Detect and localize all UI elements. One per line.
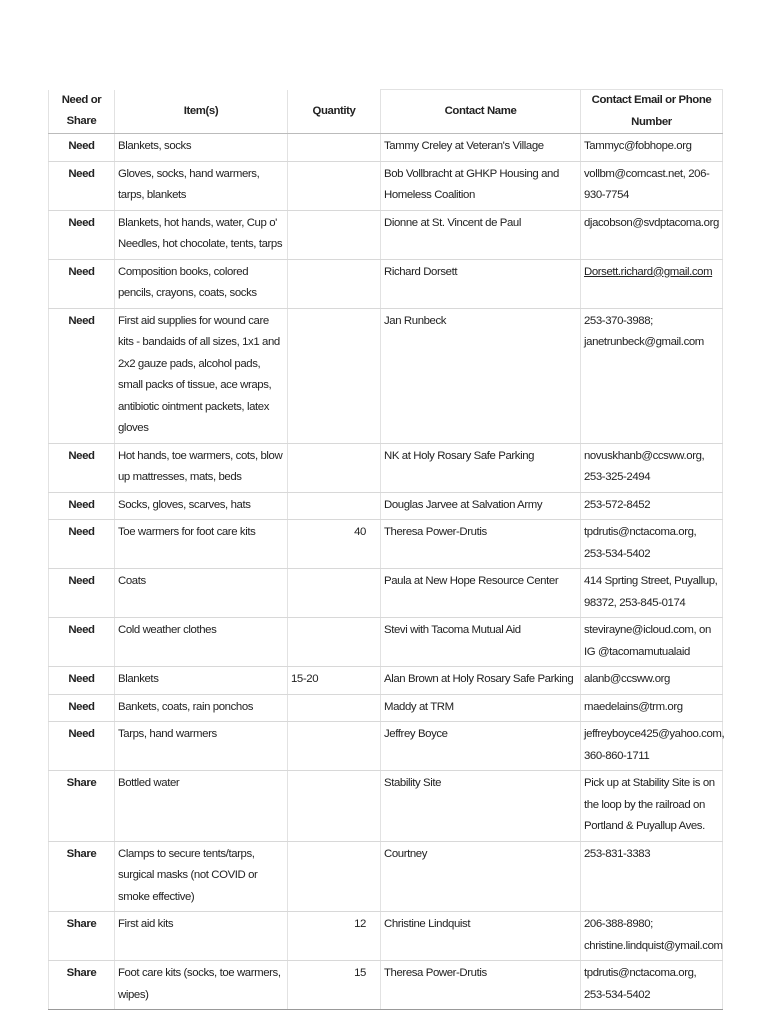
table-row bbox=[49, 912, 723, 961]
row-contact-name-cell: NK at Holy Rosary Safe Parking bbox=[381, 443, 581, 492]
row-type-cell: Need bbox=[49, 210, 115, 259]
row-contact-name-cell: Maddy at TRM bbox=[381, 694, 581, 722]
row-quantity-cell bbox=[288, 492, 381, 520]
row-quantity-cell bbox=[288, 443, 381, 492]
header-items: Item(s) bbox=[115, 90, 288, 134]
row-contact-name-cell: Jeffrey Boyce bbox=[381, 722, 581, 771]
table-row bbox=[49, 771, 723, 842]
row-item-cell: Gloves, socks, hand warmers, tarps, blankets bbox=[115, 161, 288, 210]
row-contact-info-cell: vollbm@comcast.net, 206-930-7754 bbox=[581, 161, 723, 210]
row-quantity-cell bbox=[288, 259, 381, 308]
table-row bbox=[49, 569, 723, 618]
table-row bbox=[49, 667, 723, 695]
row-item-cell: Toe warmers for foot care kits bbox=[115, 520, 288, 569]
row-type-cell: Need bbox=[49, 308, 115, 443]
row-contact-info-cell: tpdrutis@nctacoma.org, 253-534-5402 bbox=[581, 520, 723, 569]
table-row bbox=[49, 161, 723, 210]
row-contact-name-cell: Tammy Creley at Veteran's Village bbox=[381, 134, 581, 162]
header-contact-info: Contact Email or Phone Number bbox=[581, 90, 723, 134]
row-contact-name-cell: Paula at New Hope Resource Center bbox=[381, 569, 581, 618]
table-row bbox=[49, 443, 723, 492]
row-item-cell: First aid supplies for wound care kits - bandaids of all sizes, 1x1 and 2x2 gauze pads, alcohol pads, small packs of tissue, ace wraps, antibiotic ointment packets, latex gloves bbox=[115, 308, 288, 443]
row-contact-info-cell: 414 Sprting Street, Puyallup, 98372, 253-845-0174 bbox=[581, 569, 723, 618]
row-type-cell: Need bbox=[49, 618, 115, 667]
table-body bbox=[49, 134, 723, 1010]
row-quantity-cell bbox=[288, 722, 381, 771]
row-contact-name-cell: Bob Vollbracht at GHKP Housing and Homeless Coalition bbox=[381, 161, 581, 210]
row-quantity-cell bbox=[288, 134, 381, 162]
table-row bbox=[49, 134, 723, 162]
row-item-cell: Hot hands, toe warmers, cots, blow up mattresses, mats, beds bbox=[115, 443, 288, 492]
row-contact-info-cell: Tammyc@fobhope.org bbox=[581, 134, 723, 162]
row-contact-info-cell: djacobson@svdptacoma.org bbox=[581, 210, 723, 259]
row-type-cell: Need bbox=[49, 722, 115, 771]
header-quantity: Quantity bbox=[288, 90, 381, 134]
table-row bbox=[49, 259, 723, 308]
row-type-cell: Need bbox=[49, 443, 115, 492]
row-quantity-cell bbox=[288, 308, 381, 443]
header-contact-name: Contact Name bbox=[381, 90, 581, 134]
table-row bbox=[49, 694, 723, 722]
row-item-cell: Blankets, hot hands, water, Cup o' Needles, hot chocolate, tents, tarps bbox=[115, 210, 288, 259]
row-item-cell: Bankets, coats, rain ponchos bbox=[115, 694, 288, 722]
row-contact-info-cell: 253-572-8452 bbox=[581, 492, 723, 520]
row-type-cell: Share bbox=[49, 771, 115, 842]
row-type-cell: Need bbox=[49, 694, 115, 722]
row-item-cell: Cold weather clothes bbox=[115, 618, 288, 667]
row-item-cell: Blankets, socks bbox=[115, 134, 288, 162]
row-contact-name-cell: Christine Lindquist bbox=[381, 912, 581, 961]
row-contact-info-cell: stevirayne@icloud.com, on IG @tacomamutualaid bbox=[581, 618, 723, 667]
row-contact-name-cell: Theresa Power-Drutis bbox=[381, 961, 581, 1010]
table-row bbox=[49, 841, 723, 912]
row-quantity-cell: 15 bbox=[288, 961, 381, 1010]
row-type-cell: Need bbox=[49, 520, 115, 569]
row-type-cell: Need bbox=[49, 259, 115, 308]
row-contact-name-cell: Dionne at St. Vincent de Paul bbox=[381, 210, 581, 259]
row-type-cell: Share bbox=[49, 912, 115, 961]
row-contact-name-cell: Richard Dorsett bbox=[381, 259, 581, 308]
row-contact-info-cell: tpdrutis@nctacoma.org, 253-534-5402 bbox=[581, 961, 723, 1010]
row-type-cell: Need bbox=[49, 161, 115, 210]
row-item-cell: Bottled water bbox=[115, 771, 288, 842]
row-contact-name-cell: Stability Site bbox=[381, 771, 581, 842]
row-quantity-cell bbox=[288, 161, 381, 210]
row-contact-name-cell: Theresa Power-Drutis bbox=[381, 520, 581, 569]
row-type-cell: Share bbox=[49, 841, 115, 912]
row-contact-name-cell: Stevi with Tacoma Mutual Aid bbox=[381, 618, 581, 667]
row-item-cell: First aid kits bbox=[115, 912, 288, 961]
row-item-cell: Composition books, colored pencils, crayons, coats, socks bbox=[115, 259, 288, 308]
row-quantity-cell bbox=[288, 771, 381, 842]
row-contact-name-cell: Douglas Jarvee at Salvation Army bbox=[381, 492, 581, 520]
row-type-cell: Need bbox=[49, 492, 115, 520]
row-item-cell: Socks, gloves, scarves, hats bbox=[115, 492, 288, 520]
row-type-cell: Need bbox=[49, 569, 115, 618]
row-quantity-cell: 40 bbox=[288, 520, 381, 569]
header-row bbox=[49, 90, 723, 134]
row-contact-info-cell: jeffreyboyce425@yahoo.com, 360-860-1711 bbox=[581, 722, 723, 771]
row-quantity-cell bbox=[288, 694, 381, 722]
row-quantity-cell bbox=[288, 569, 381, 618]
row-item-cell: Coats bbox=[115, 569, 288, 618]
row-type-cell: Need bbox=[49, 667, 115, 695]
row-quantity-cell: 15-20 bbox=[288, 667, 381, 695]
row-contact-info-cell: novuskhanb@ccsww.org, 253-325-2494 bbox=[581, 443, 723, 492]
row-contact-name-cell: Courtney bbox=[381, 841, 581, 912]
row-contact-info-cell: maedelains@trm.org bbox=[581, 694, 723, 722]
row-contact-info-cell: Dorsett.richard@gmail.com bbox=[581, 259, 723, 308]
table-row bbox=[49, 722, 723, 771]
row-contact-info-cell: Pick up at Stability Site is on the loop by the railroad on Portland & Puyallup Aves. bbox=[581, 771, 723, 842]
needs-shares-table bbox=[48, 89, 723, 1010]
row-contact-name-cell: Jan Runbeck bbox=[381, 308, 581, 443]
row-item-cell: Tarps, hand warmers bbox=[115, 722, 288, 771]
row-item-cell: Clamps to secure tents/tarps, surgical masks (not COVID or smoke effective) bbox=[115, 841, 288, 912]
row-contact-info-cell: 206-388-8980; christine.lindquist@ymail.com bbox=[581, 912, 723, 961]
row-contact-info-cell: alanb@ccsww.org bbox=[581, 667, 723, 695]
row-contact-info-cell: 253-831-3383 bbox=[581, 841, 723, 912]
row-item-cell: Blankets bbox=[115, 667, 288, 695]
row-quantity-cell bbox=[288, 841, 381, 912]
row-quantity-cell bbox=[288, 210, 381, 259]
row-type-cell: Need bbox=[49, 134, 115, 162]
table-row bbox=[49, 961, 723, 1010]
donation-sheet bbox=[48, 89, 725, 1010]
row-quantity-cell bbox=[288, 618, 381, 667]
row-contact-name-cell: Alan Brown at Holy Rosary Safe Parking bbox=[381, 667, 581, 695]
table-row bbox=[49, 210, 723, 259]
row-item-cell: Foot care kits (socks, toe warmers, wipes) bbox=[115, 961, 288, 1010]
table-row bbox=[49, 618, 723, 667]
row-quantity-cell: 12 bbox=[288, 912, 381, 961]
row-type-cell: Share bbox=[49, 961, 115, 1010]
header-need-or-share: Need or Share bbox=[49, 90, 115, 134]
table-row bbox=[49, 492, 723, 520]
row-contact-info-cell: 253-370-3988; janetrunbeck@gmail.com bbox=[581, 308, 723, 443]
table-row bbox=[49, 308, 723, 443]
table-row bbox=[49, 520, 723, 569]
